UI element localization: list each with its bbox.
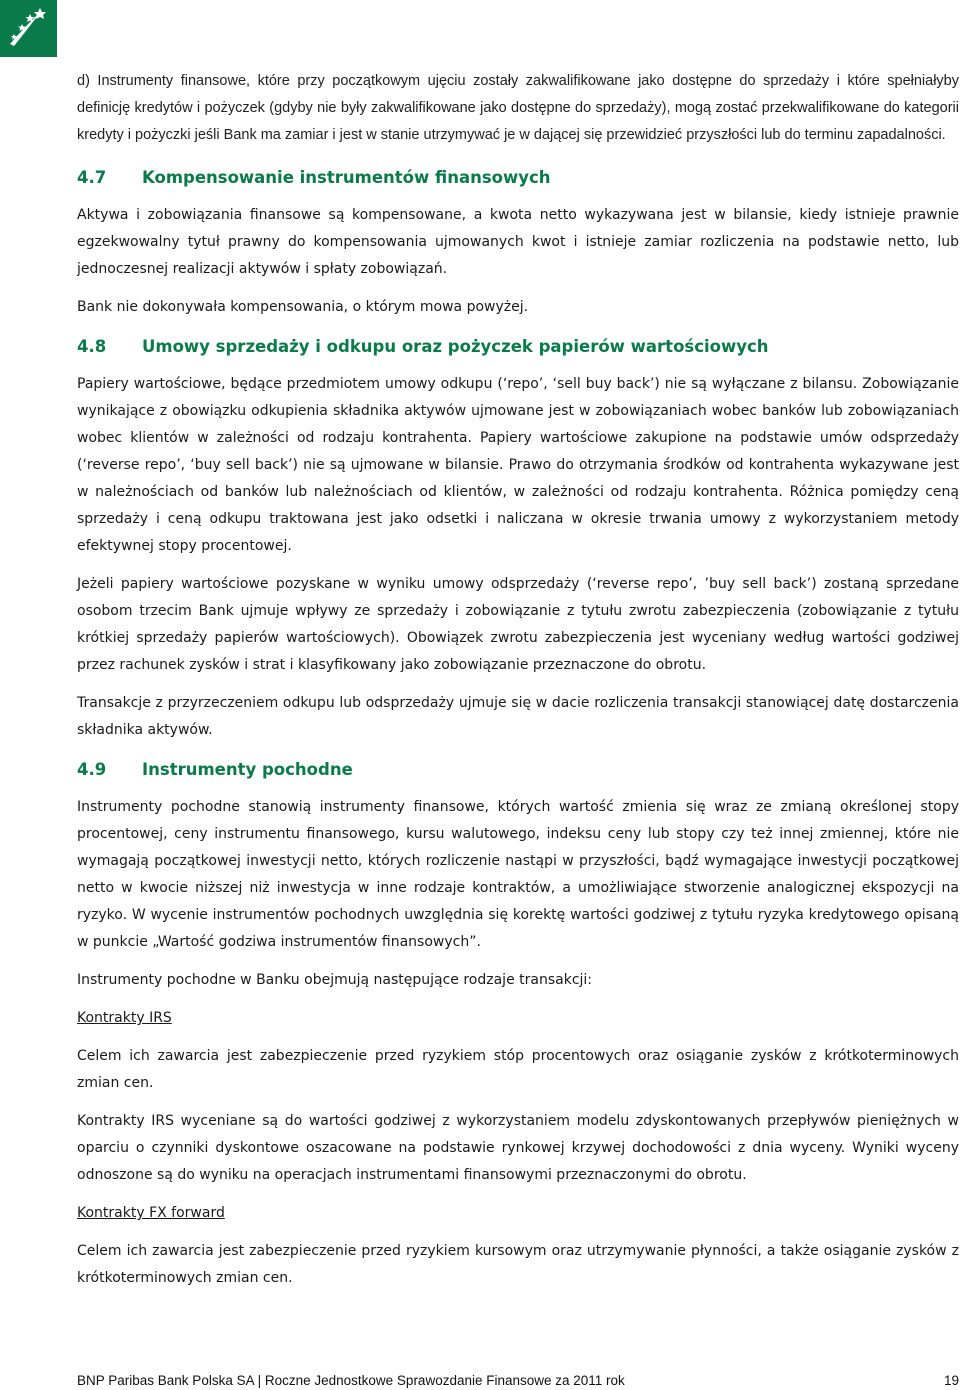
paragraph: Celem ich zawarcia jest zabezpieczenie przed ryzykiem stóp procentowych oraz osiąganie zysków z krótkoterminowych zmian cen. [77,1048,959,1091]
section-4-8-heading [77,334,959,360]
bank-logo [0,0,57,57]
fx-forward-subheading: Kontrakty FX forward [77,1205,225,1221]
footer-text: BNP Paribas Bank Polska SA | Roczne Jednostkowe Sprawozdanie Finansowe za 2011 rok [77,1372,625,1388]
section-4-9-heading [77,757,959,783]
paragraph: Instrumenty pochodne w Banku obejmują następujące rodzaje transakcji: [77,972,593,988]
paragraph: Instrumenty pochodne stanowią instrumenty finansowe, których wartość zmienia się wraz ze zmianą określonej stopy procentowej, ceny instrumentu finansowego, kursu walutowego, indeksu ceny lub stopy czy też innej zmiennej, które nie wymagają początkowej inwestycji netto, których rozliczenie nastąpi w przyszłości, bądź wymagające inwestycji początkowej netto w kwocie niższej niż inwestycja w inne rodzaje kontraktów, a umożliwiające stworzenie analogicznej ekspozycji na ryzyko. W wycenie instrumentów pochodnych uwzględnia się korektę wartości godziwej z tytułu ryzyka kredytowego opisaną w punkcie „Wartość godziwa instrumentów finansowych”. [77,799,959,950]
page-footer [77,1370,959,1390]
paragraph: Kontrakty IRS wyceniane są do wartości godziwej z wykorzystaniem modelu zdyskontowanych przepływów pieniężnych w oparciu o czynniki dyskontowe oszacowane na podstawie rynkowej krzywej dochodowości z dnia wyceny. Wyniki wyceny odnoszone są do wyniku na operacjach instrumentami finansowymi przeznaczonymi do obrotu. [77,1113,959,1183]
paragraph: Papiery wartościowe, będące przedmiotem umowy odkupu (‘repo’, ‘sell buy back’) nie są wyłączane z bilansu. Zobowiązanie wynikające z obowiązku odkupienia składnika aktywów ujmowane jest w zobowiązaniach wobec banków lub zobowiązaniach wobec klientów w zależności od rodzaju kontrahenta. Papiery wartościowe zakupione na podstawie umów odsprzedaży (‘reverse repo’, ‘buy sell back’) nie są ujmowane w bilansie. Prawo do otrzymania środków od kontrahenta wykazywane jest w należnościach od banków lub należnościach od klientów, w zależności od rodzaju kontrahenta. Różnica pomiędzy ceną sprzedaży i ceną odkupu traktowana jest jako odsetki i naliczana w okresie trwania umowy z wykorzystaniem metody efektywnej stopy procentowej. [77,376,959,554]
section-number: 4.9 [77,760,107,779]
section-title: Instrumenty pochodne [142,760,353,779]
document-body [77,68,959,1292]
paragraph: Jeżeli papiery wartościowe pozyskane w wyniku umowy odsprzedaży (‘reverse repo’, ’buy sell back’) zostaną sprzedane osobom trzecim Bank ujmuje wpływy ze sprzedaży i zobowiązanie z tytułu zwrotu zabezpieczenia (zobowiązanie z tytułu krótkiej sprzedaży papierów wartościowych). Obowiązek zwrotu zabezpieczenia jest wyceniany według wartości godziwej przez rachunek zysków i strat i klasyfikowany jako zobowiązanie przeznaczone do obrotu. [77,576,959,673]
section-title: Kompensowanie instrumentów finansowych [142,168,551,187]
stars-logo-icon [0,0,57,57]
paragraph: Transakcje z przyrzeczeniem odkupu lub odsprzedaży ujmuje się w dacie rozliczenia transakcji stanowiącej datę dostarczenia składnika aktywów. [77,695,959,738]
paragraph: Bank nie dokonywała kompensowania, o którym mowa powyżej. [77,299,529,315]
section-title: Umowy sprzedaży i odkupu oraz pożyczek papierów wartościowych [142,337,769,356]
page-number: 19 [943,1372,959,1388]
section-4-7-heading [77,165,959,191]
intro-paragraph: d) Instrumenty finansowe, które przy początkowym ujęciu zostały zakwalifikowane jako dostępne do sprzedaży i które spełniałyby definicję kredytów i pożyczek (gdyby nie były zakwalifikowane jako dostępne do sprzedaży), mogą zostać przekwalifikowane do kategorii kredyty i pożyczki jeśli Bank ma zamiar i jest w stanie utrzymywać je w dającej się przewidzieć przyszłości lub do terminu zapadalności. [77,73,959,143]
paragraph: Celem ich zawarcia jest zabezpieczenie przed ryzykiem kursowym oraz utrzymywanie płynności, a także osiąganie zysków z krótkoterminowych zmian cen. [77,1243,959,1286]
section-number: 4.7 [77,168,107,187]
section-number: 4.8 [77,337,107,356]
irs-subheading: Kontrakty IRS [77,1010,172,1026]
paragraph: Aktywa i zobowiązania finansowe są kompensowane, a kwota netto wykazywana jest w bilansie, kiedy istnieje prawnie egzekwowalny tytuł prawny do kompensowania ujmowanych kwot i istnieje zamiar rozliczenia na podstawie netto, lub jednoczesnej realizacji aktywów i spłaty zobowiązań. [77,207,959,277]
